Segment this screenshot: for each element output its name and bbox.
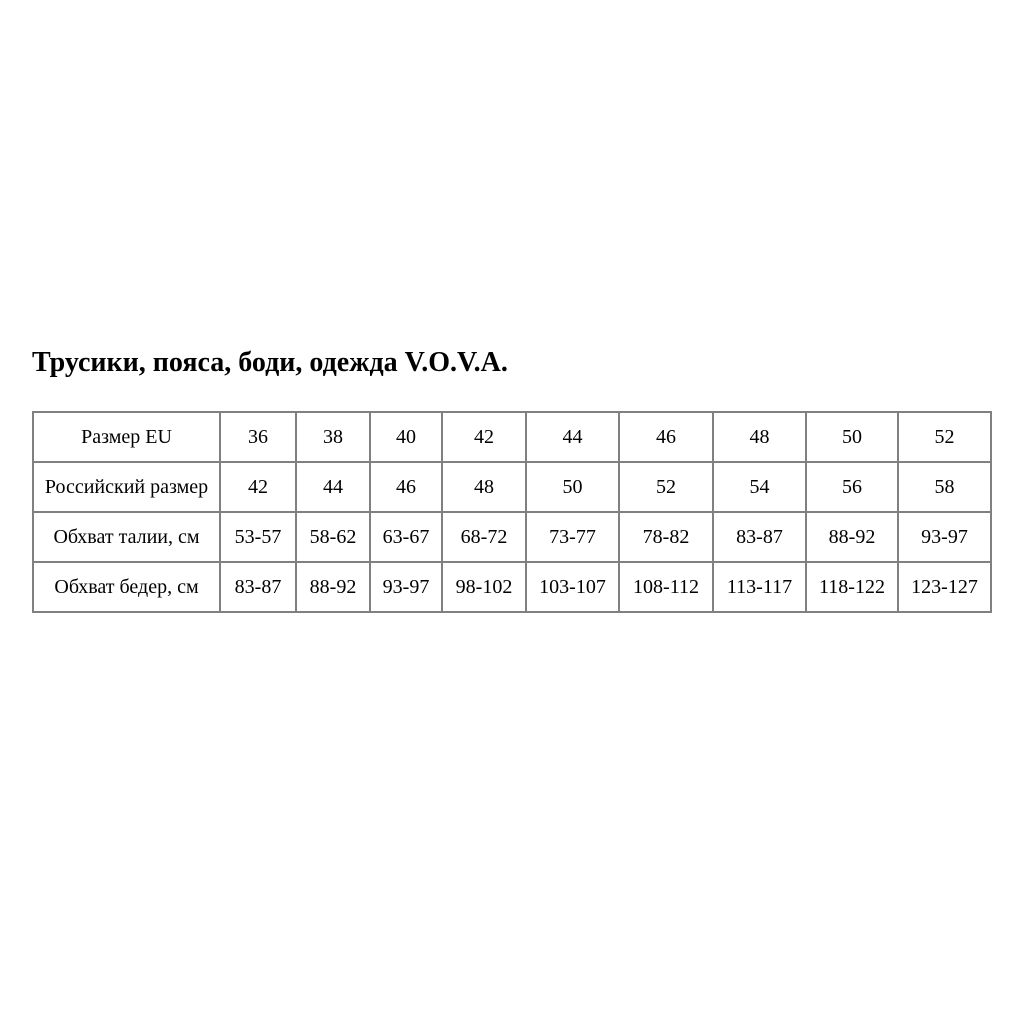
table-row-waist — [33, 512, 991, 562]
size-cell: 50 — [806, 412, 898, 462]
row-header-cell: Обхват талии, см — [33, 512, 220, 562]
size-cell: 42 — [220, 462, 296, 512]
size-cell: 52 — [898, 412, 991, 462]
size-cell: 73-77 — [526, 512, 619, 562]
size-cell: 98-102 — [442, 562, 526, 612]
size-cell: 48 — [442, 462, 526, 512]
size-cell: 113-117 — [713, 562, 806, 612]
size-cell: 58-62 — [296, 512, 370, 562]
page-title: Трусики, пояса, боди, одежда V.O.V.A. — [32, 347, 508, 378]
size-cell: 42 — [442, 412, 526, 462]
size-cell: 83-87 — [713, 512, 806, 562]
size-cell: 50 — [526, 462, 619, 512]
size-cell: 78-82 — [619, 512, 713, 562]
size-cell: 48 — [713, 412, 806, 462]
size-cell: 88-92 — [806, 512, 898, 562]
size-cell: 88-92 — [296, 562, 370, 612]
table-row-ru-size — [33, 462, 991, 512]
table-row-eu-size — [33, 412, 991, 462]
size-cell: 108-112 — [619, 562, 713, 612]
size-cell: 123-127 — [898, 562, 991, 612]
size-cell: 46 — [619, 412, 713, 462]
size-cell: 56 — [806, 462, 898, 512]
size-cell: 118-122 — [806, 562, 898, 612]
size-table — [32, 411, 992, 613]
row-header-cell: Российский размер — [33, 462, 220, 512]
size-cell: 58 — [898, 462, 991, 512]
size-cell: 83-87 — [220, 562, 296, 612]
size-cell: 54 — [713, 462, 806, 512]
size-cell: 38 — [296, 412, 370, 462]
row-header-cell: Размер EU — [33, 412, 220, 462]
size-cell: 63-67 — [370, 512, 442, 562]
size-cell: 53-57 — [220, 512, 296, 562]
size-cell: 44 — [526, 412, 619, 462]
size-cell: 46 — [370, 462, 442, 512]
size-cell: 93-97 — [370, 562, 442, 612]
size-cell: 44 — [296, 462, 370, 512]
size-cell: 68-72 — [442, 512, 526, 562]
table-row-hips — [33, 562, 991, 612]
size-cell: 52 — [619, 462, 713, 512]
size-cell: 103-107 — [526, 562, 619, 612]
row-header-cell: Обхват бедер, см — [33, 562, 220, 612]
size-cell: 36 — [220, 412, 296, 462]
size-cell: 40 — [370, 412, 442, 462]
size-cell: 93-97 — [898, 512, 991, 562]
